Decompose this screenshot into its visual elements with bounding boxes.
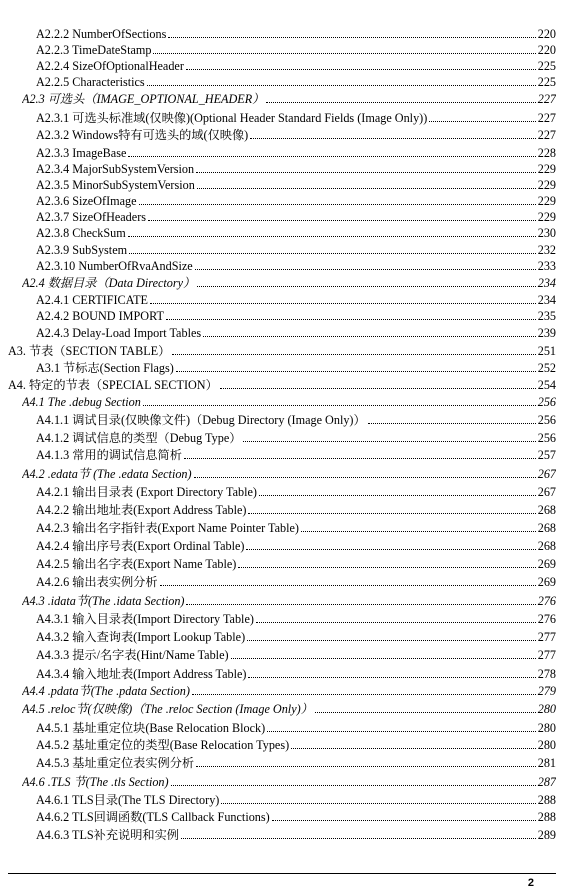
toc-dot-leader: [194, 476, 536, 478]
toc-dot-leader: [171, 784, 536, 786]
toc-entry-page: 227: [537, 92, 556, 106]
toc-entry-page: 257: [537, 448, 556, 462]
toc-dot-leader: [192, 693, 536, 695]
toc-entry-title: A4.3 .idata节(The .idata Section): [22, 594, 185, 608]
toc-entry[interactable]: [22, 593, 556, 609]
toc-dot-leader: [272, 819, 536, 821]
toc-entry-title: A2.4.1 CERTIFICATE: [36, 293, 149, 307]
toc-entry-title: A4.6.2 TLS回调函数(TLS Callback Functions): [36, 810, 270, 824]
toc-entry-page: 256: [537, 431, 556, 445]
toc-entry-title: A4.6 .TLS 节(The .tls Section): [22, 775, 169, 789]
toc-entry[interactable]: [36, 360, 556, 376]
toc-entry-title: A4.4 .pdata节(The .pdata Section): [22, 684, 190, 698]
toc-entry-page: 254: [537, 378, 556, 392]
page-number: 2: [527, 877, 534, 889]
toc-dot-leader: [256, 621, 536, 623]
toc-entry-title: A2.3.5 MinorSubSystemVersion: [36, 178, 195, 192]
toc-dot-leader: [248, 512, 535, 514]
toc-entry-title: A4.2.2 输出地址表(Export Address Table): [36, 503, 247, 517]
toc-entry-title: A3.1 节标志(Section Flags): [36, 361, 174, 375]
toc-dot-leader: [315, 711, 536, 713]
toc-entry[interactable]: [36, 258, 556, 274]
toc-entry-title: A2.3.7 SizeOfHeaders: [36, 210, 146, 224]
toc-entry-page: 228: [537, 146, 556, 160]
toc-dot-leader: [168, 36, 535, 38]
toc-dot-leader: [266, 101, 535, 103]
toc-dot-leader: [238, 566, 535, 568]
toc-entry[interactable]: [36, 827, 556, 843]
toc-entry-page: 288: [537, 793, 556, 807]
toc-entry-page: 229: [537, 210, 556, 224]
toc-dot-leader: [128, 155, 535, 157]
toc-entry-page: 229: [537, 194, 556, 208]
toc-dot-leader: [250, 137, 535, 139]
toc-entry-title: A4.2.6 输出表实例分析: [36, 575, 158, 589]
toc-entry[interactable]: [22, 466, 556, 482]
toc-dot-leader: [247, 639, 536, 641]
toc-entry-title: A4.2 .edata节 (The .edata Section): [22, 467, 192, 481]
toc-dot-leader: [368, 422, 536, 424]
toc-entry-title: A4.1.2 调试信息的类型（Debug Type）: [36, 431, 242, 445]
toc-entry[interactable]: [36, 26, 556, 42]
toc-dot-leader: [196, 765, 536, 767]
toc-entry-page: 280: [537, 702, 556, 716]
footer-divider: [8, 873, 556, 874]
toc-entry[interactable]: [22, 91, 556, 107]
toc-entry-page: 234: [537, 276, 556, 290]
toc-entry-page: 280: [537, 721, 556, 735]
toc-entry[interactable]: [36, 177, 556, 193]
toc-entry[interactable]: [36, 809, 556, 825]
toc-entry-title: A2.2.3 TimeDateStamp: [36, 43, 152, 57]
toc-entry-page: 276: [537, 594, 556, 608]
toc-entry[interactable]: [36, 325, 556, 341]
toc-entry-title: A4.1.1 调试目录(仅映像文件)（Debug Directory (Image Only)）: [36, 413, 366, 427]
toc-dot-leader: [153, 52, 535, 54]
toc-entry[interactable]: [36, 556, 556, 572]
toc-entry-title: A4.5 .reloc节(仅映像)（The .reloc Section (Image Only)）: [22, 702, 313, 716]
toc-dot-leader: [160, 584, 536, 586]
toc-dot-leader: [166, 318, 536, 320]
toc-entry-title: A3. 节表（SECTION TABLE）: [8, 344, 171, 358]
toc-dot-leader: [231, 657, 536, 659]
toc-entry-page: 276: [537, 612, 556, 626]
toc-entry[interactable]: [36, 647, 556, 663]
toc-entry-title: A2.3.3 ImageBase: [36, 146, 127, 160]
toc-entry-page: 280: [537, 738, 556, 752]
toc-dot-leader: [221, 802, 535, 804]
toc-entry[interactable]: [36, 193, 556, 209]
toc-entry-title: A4.5.1 基址重定位块(Base Relocation Block): [36, 721, 266, 735]
toc-dot-leader: [139, 203, 536, 205]
toc-dot-leader: [147, 84, 536, 86]
toc-entry-page: 268: [537, 521, 556, 535]
toc-entry[interactable]: [36, 430, 556, 446]
toc-entry[interactable]: [36, 225, 556, 241]
toc-dot-leader: [148, 219, 536, 221]
toc-entry-title: A2.3.6 SizeOfImage: [36, 194, 137, 208]
toc-entry-page: 220: [537, 43, 556, 57]
toc-entry-title: A2.3.8 CheckSum: [36, 226, 126, 240]
toc-dot-leader: [186, 603, 535, 605]
toc-dot-leader: [176, 370, 536, 372]
toc-entry-title: A4.3.4 输入地址表(Import Address Table): [36, 667, 247, 681]
toc-dot-leader: [129, 252, 536, 254]
toc-dot-leader: [172, 353, 535, 355]
toc-entry-page: 277: [537, 630, 556, 644]
toc-dot-leader: [197, 285, 536, 287]
toc-entry-page: 230: [537, 226, 556, 240]
toc-entry-page: 225: [537, 75, 556, 89]
toc-entry[interactable]: [36, 484, 556, 500]
toc-entry-title: A2.2.2 NumberOfSections: [36, 27, 167, 41]
toc-entry[interactable]: [36, 755, 556, 771]
toc-entry[interactable]: [36, 611, 556, 627]
toc-entry[interactable]: [22, 394, 556, 410]
toc-dot-leader: [248, 676, 535, 678]
toc-entry-title: A4.6.3 TLS补充说明和实例: [36, 828, 179, 842]
toc-entry[interactable]: [36, 629, 556, 645]
toc-entry[interactable]: [36, 574, 556, 590]
toc-entry[interactable]: [36, 42, 556, 58]
toc-dot-leader: [195, 268, 536, 270]
toc-dot-leader: [184, 457, 536, 459]
toc-entry-page: 232: [537, 243, 556, 257]
toc-entry[interactable]: [36, 447, 556, 463]
toc-entry[interactable]: [36, 538, 556, 554]
toc-entry[interactable]: [36, 792, 556, 808]
toc-entry-title: A4.5.3 基址重定位表实例分析: [36, 756, 195, 770]
toc-entry-page: 267: [537, 467, 556, 481]
toc-entry-title: A4.5.2 基址重定位的类型(Base Relocation Types): [36, 738, 290, 752]
toc-entry-title: A2.3.9 SubSystem: [36, 243, 128, 257]
toc-entry-title: A4.1 The .debug Section: [22, 395, 141, 409]
toc-entry-page: 227: [537, 128, 556, 142]
toc-entry[interactable]: [8, 343, 556, 359]
toc-entry-title: A2.3.10 NumberOfRvaAndSize: [36, 259, 193, 273]
toc-dot-leader: [259, 494, 536, 496]
toc-dot-leader: [196, 171, 536, 173]
toc-dot-leader: [301, 530, 536, 532]
toc-entry[interactable]: [22, 275, 556, 291]
toc-entry-page: 277: [537, 648, 556, 662]
toc-entry-page: 268: [537, 539, 556, 553]
toc-entry-title: A4.3.2 输入查询表(Import Lookup Table): [36, 630, 246, 644]
toc-entry-title: A2.4.2 BOUND IMPORT: [36, 309, 164, 323]
toc-entry-page: 267: [537, 485, 556, 499]
toc-entry-title: A2.3.4 MajorSubSystemVersion: [36, 162, 195, 176]
toc-entry[interactable]: [36, 308, 556, 324]
toc-dot-leader: [429, 120, 535, 122]
toc-dot-leader: [181, 837, 536, 839]
toc-entry-page: 229: [537, 178, 556, 192]
toc-dot-leader: [267, 730, 536, 732]
toc-entry-title: A4.3.3 提示/名字表(Hint/Name Table): [36, 648, 229, 662]
toc-dot-leader: [150, 302, 536, 304]
toc-entry[interactable]: [36, 110, 556, 126]
toc-entry[interactable]: [36, 502, 556, 518]
toc-entry-title: A2.3 可选头（IMAGE_OPTIONAL_HEADER）: [22, 92, 265, 106]
toc-entry-page: 256: [537, 395, 556, 409]
toc-entry-title: A4.6.1 TLS目录(The TLS Directory): [36, 793, 220, 807]
toc-entry[interactable]: [22, 701, 556, 717]
toc-entry[interactable]: [36, 520, 556, 536]
toc-entry[interactable]: [8, 377, 556, 393]
toc-entry[interactable]: [36, 666, 556, 682]
toc-entry[interactable]: [36, 292, 556, 308]
toc-entry[interactable]: [36, 127, 556, 143]
toc-entry-page: 251: [537, 344, 556, 358]
toc-entry[interactable]: [36, 58, 556, 74]
toc-entry-page: 234: [537, 293, 556, 307]
toc-entry-page: 227: [537, 111, 556, 125]
toc-dot-leader: [243, 440, 535, 442]
toc-entry[interactable]: [36, 145, 556, 161]
toc-dot-leader: [143, 404, 536, 406]
toc-entry-title: A4.3.1 输入目录表(Import Directory Table): [36, 612, 254, 626]
toc-entry[interactable]: [36, 209, 556, 225]
toc-entry-title: A2.4 数据目录（Data Directory）: [22, 276, 196, 290]
toc-entry[interactable]: [22, 683, 556, 699]
toc-entry[interactable]: [36, 161, 556, 177]
toc-entry-page: 252: [537, 361, 556, 375]
toc-entry-page: 287: [537, 775, 556, 789]
toc-entry[interactable]: [22, 774, 556, 790]
toc-dot-leader: [128, 235, 536, 237]
toc-entry-page: 279: [537, 684, 556, 698]
toc-dot-leader: [186, 68, 536, 70]
toc-entry[interactable]: [36, 737, 556, 753]
toc-dot-leader: [246, 548, 535, 550]
toc-entry-title: A4.1.3 常用的调试信息简析: [36, 448, 182, 462]
toc-entry-page: 229: [537, 162, 556, 176]
toc-entry-page: 233: [537, 259, 556, 273]
toc-entry-title: A2.2.5 Characteristics: [36, 75, 145, 89]
toc-entry-title: A4.2.5 输出名字表(Export Name Table): [36, 557, 237, 571]
toc-entry-page: 225: [537, 59, 556, 73]
toc-entry-title: A2.4.3 Delay-Load Import Tables: [36, 326, 202, 340]
toc-entry[interactable]: [36, 242, 556, 258]
toc-dot-leader: [203, 335, 536, 337]
toc-entry-page: 220: [537, 27, 556, 41]
toc-entry[interactable]: [36, 74, 556, 90]
toc-entry-page: 268: [537, 503, 556, 517]
toc-entry-page: 256: [537, 413, 556, 427]
toc-entry-title: A4.2.3 输出名字指针表(Export Name Pointer Table): [36, 521, 299, 535]
toc-entry-title: A4.2.1 输出目录表 (Export Directory Table): [36, 485, 257, 499]
toc-entry-title: A2.3.1 可选头标准域(仅映像)(Optional Header Standard Fields (Image Only)): [36, 111, 428, 125]
toc-entry-page: 288: [537, 810, 556, 824]
toc-entry-page: 281: [537, 756, 556, 770]
toc-entry-page: 278: [537, 667, 556, 681]
toc-dot-leader: [197, 187, 536, 189]
toc-entry[interactable]: [36, 412, 556, 428]
toc-dot-leader: [220, 387, 536, 389]
toc-entry[interactable]: [36, 720, 556, 736]
toc-entry-page: 235: [537, 309, 556, 323]
toc-entry-title: A2.2.4 SizeOfOptionalHeader: [36, 59, 184, 73]
toc-entry-title: A4.2.4 输出序号表(Export Ordinal Table): [36, 539, 245, 553]
toc-entry-page: 269: [537, 575, 556, 589]
toc-entry-page: 239: [537, 326, 556, 340]
toc-dot-leader: [291, 747, 536, 749]
toc-entry-page: 269: [537, 557, 556, 571]
toc-entry-title: A2.3.2 Windows特有可选头的域(仅映像): [36, 128, 249, 142]
toc-entry-page: 289: [537, 828, 556, 842]
toc-entry-title: A4. 特定的节表（SPECIAL SECTION）: [8, 378, 218, 392]
